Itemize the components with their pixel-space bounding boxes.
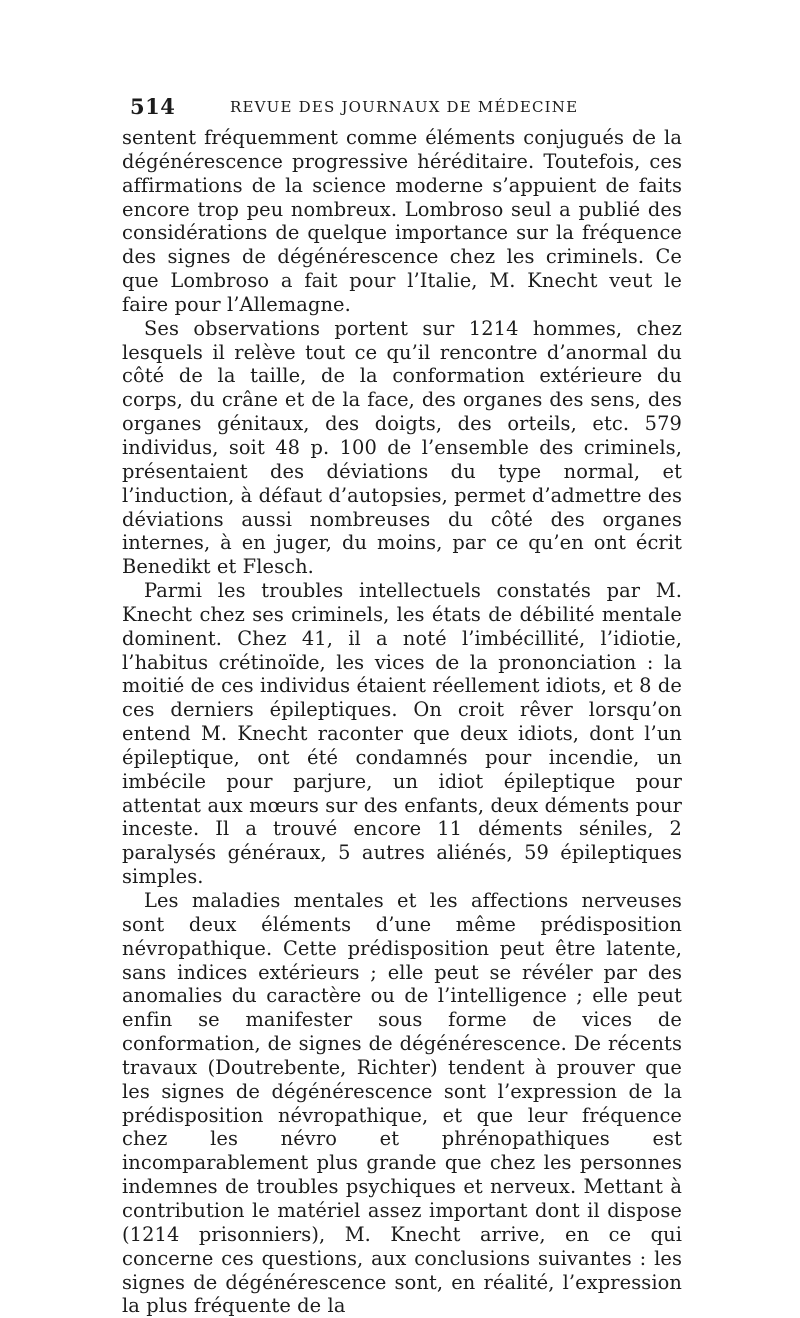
paragraph: Les maladies mentales et les affections nerveuses sont deux éléments d’une même prédisposition névropathique. Cette prédisposition peut être latente, sans indices extérieurs ; elle peut se révéler par des anomalies du caractère ou de l’intelligence ; elle peut enfin se manifester sous forme de vices de conformation, de signes de dégénérescence. De récents travaux (Doutrebente, Richter) tendent à prouver que les signes de dégénérescence sont l’expression de la prédisposition névropathique, et que leur fréquence chez les névro et phrénopathiques est incomparablement plus grande que chez les personnes indemnes de troubles psychiques et nerveux. Mettant à contribution le matériel assez important dont il dispose (1214 prisonniers), M. Knecht arrive, en ce qui concerne ces questions, aux conclusions suivantes : les signes de dégénérescence sont, en réalité, l’expression la plus fréquente de la bbox=[122, 889, 682, 1318]
page-number: 514 bbox=[130, 94, 176, 119]
paragraph: sentent fréquemment comme éléments conjugués de la dégénérescence progressive héréditaire. Toutefois, ces affirmations de la science moderne s’appuient de faits encore trop peu nombreux. Lombroso seul a publié des considérations de quelque importance sur la fréquence des signes de dégénérescence chez les criminels. Ce que Lombroso a fait pour l’Italie, M. Knecht veut le faire pour l’Allemagne. bbox=[122, 126, 682, 316]
book-page bbox=[122, 92, 682, 1318]
body-text bbox=[122, 126, 682, 1318]
journal-title: REVUE DES JOURNAUX DE MÉDECINE bbox=[230, 98, 579, 116]
paragraph: Parmi les troubles intellectuels constatés par M. Knecht chez ses criminels, les états de débilité mentale dominent. Chez 41, il a noté l’imbécillité, l’idiotie, l’habitus crétinoïde, les vices de la prononciation : la moitié de ces individus étaient réellement idiots, et 8 de ces derniers épileptiques. On croit rêver lorsqu’on entend M. Knecht raconter que deux idiots, dont l’un épileptique, ont été condamnés pour incendie, un imbécile pour parjure, un idiot épileptique pour attentat aux mœurs sur des enfants, deux déments pour inceste. Il a trouvé encore 11 déments séniles, 2 paralysés généraux, 5 autres aliénés, 59 épileptiques simples. bbox=[122, 579, 682, 889]
running-head bbox=[122, 92, 682, 122]
paragraph: Ses observations portent sur 1214 hommes, chez lesquels il relève tout ce qu’il rencontre d’anormal du côté de la taille, de la conformation extérieure du corps, du crâne et de la face, des organes des sens, des organes génitaux, des doigts, des orteils, etc. 579 individus, soit 48 p. 100 de l’ensemble des criminels, présentaient des déviations du type normal, et l’induction, à défaut d’autopsies, permet d’admettre des déviations aussi nombreuses du côté des organes internes, à en juger, du moins, par ce qu’en ont écrit Benedikt et Flesch. bbox=[122, 316, 682, 579]
